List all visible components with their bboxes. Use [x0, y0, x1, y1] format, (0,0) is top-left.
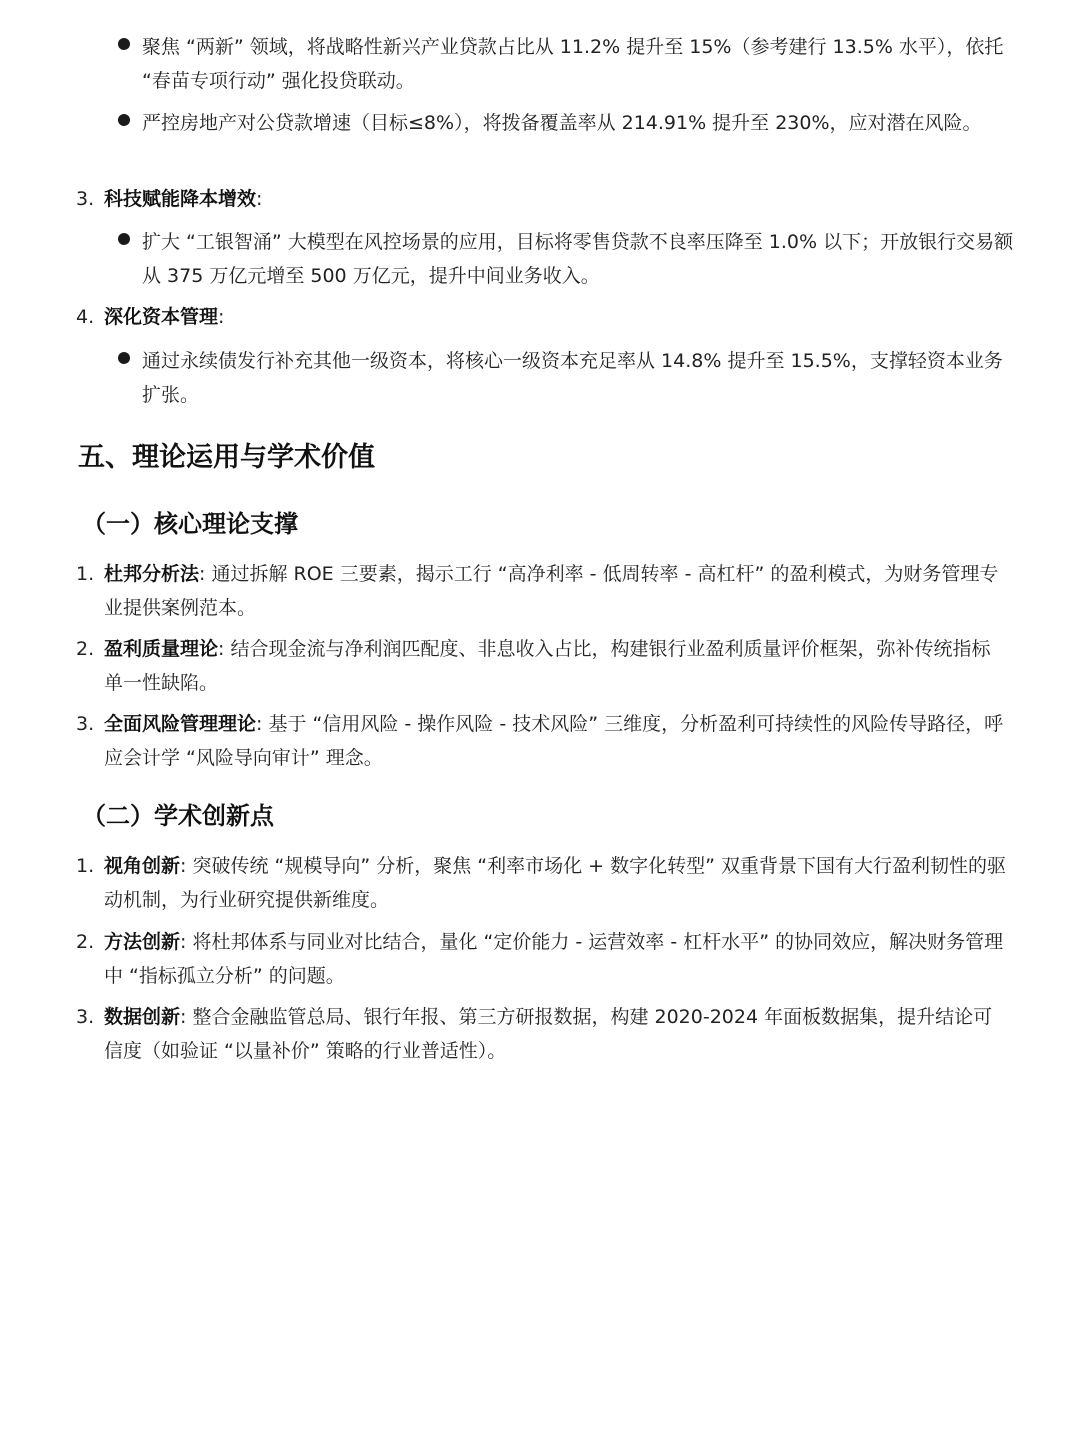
- item-title: 全面风险管理理论: [104, 713, 257, 735]
- item-text: 通过拆解 ROE 三要素，揭示工行 “高净利率 - 低周转率 - 高杠杆” 的盈利模式，为财务管理专业提供案例范本。: [104, 563, 999, 619]
- item-number: 3.: [76, 713, 95, 735]
- item-separator: :: [218, 306, 225, 328]
- numbered-item: [76, 925, 1006, 993]
- item-title: 盈利质量理论: [104, 638, 219, 660]
- numbered-item: [76, 1000, 1006, 1068]
- bullet-icon: [118, 352, 130, 364]
- bullet-text: 通过永续债发行补充其他一级资本，将核心一级资本充足率从 14.8% 提升至 15.5%，支撑轻资本业务扩张。: [142, 350, 1003, 406]
- item-title: 深化资本管理: [104, 306, 219, 328]
- item-number: 2.: [76, 638, 95, 660]
- item-separator: :: [199, 563, 206, 585]
- bullet-text: 严控房地产对公贷款增速（目标≤8%），将拨备覆盖率从 214.91% 提升至 230%，应对潜在风险。: [142, 112, 982, 134]
- list-item: [118, 344, 1018, 412]
- item-separator: :: [180, 931, 187, 953]
- bullet-icon: [118, 114, 130, 126]
- item-number: 4.: [76, 306, 95, 328]
- item-number: 2.: [76, 931, 95, 953]
- item-separator: :: [256, 713, 263, 735]
- numbered-item: [76, 707, 1006, 775]
- list-item: [118, 106, 1018, 140]
- item-separator: :: [218, 638, 225, 660]
- item-title: 科技赋能降本增效: [104, 188, 257, 210]
- bullet-icon: [118, 233, 130, 245]
- subsection-heading: （一）核心理论支撑: [82, 510, 298, 538]
- bullet-text: 聚焦 “两新” 领域，将战略性新兴产业贷款占比从 11.2% 提升至 15%（参考建行 13.5% 水平），依托 “春苗专项行动” 强化投贷联动。: [142, 36, 1004, 92]
- item-text: 结合现金流与净利润匹配度、非息收入占比，构建银行业盈利质量评价框架，弥补传统指标单一性缺陷。: [104, 638, 991, 694]
- numbered-item: [76, 849, 1006, 917]
- item-number: 1.: [76, 563, 95, 585]
- item-title: 杜邦分析法: [104, 563, 200, 585]
- numbered-item: [76, 300, 1006, 334]
- list-item: [118, 30, 1018, 98]
- subsection-heading: （二）学术创新点: [82, 802, 274, 830]
- bullet-icon: [118, 38, 130, 50]
- item-number: 3.: [76, 1006, 95, 1028]
- item-number: 3.: [76, 188, 95, 210]
- bullet-text: 扩大 “工银智涌” 大模型在风控场景的应用，目标将零售贷款不良率压降至 1.0% 以下；开放银行交易额从 375 万亿元增至 500 万亿元，提升中间业务收入。: [142, 231, 1014, 287]
- section-heading: 五、理论运用与学术价值: [78, 442, 375, 473]
- numbered-item: [76, 632, 1006, 700]
- item-text: 将杜邦体系与同业对比结合，量化 “定价能力 - 运营效率 - 杠杆水平” 的协同效应，解决财务管理中 “指标孤立分析” 的问题。: [104, 931, 1004, 987]
- numbered-item: [76, 557, 1006, 625]
- item-title: 视角创新: [104, 855, 181, 877]
- item-text: 基于 “信用风险 - 操作风险 - 技术风险” 三维度，分析盈利可持续性的风险传导路径，呼应会计学 “风险导向审计” 理念。: [104, 713, 1004, 769]
- list-item: [118, 225, 1018, 293]
- item-separator: :: [180, 855, 187, 877]
- item-text: 整合金融监管总局、银行年报、第三方研报数据，构建 2020-2024 年面板数据集，提升结论可信度（如验证 “以量补价” 策略的行业普适性）。: [104, 1006, 993, 1062]
- item-title: 方法创新: [104, 931, 181, 953]
- item-separator: :: [180, 1006, 187, 1028]
- item-number: 1.: [76, 855, 95, 877]
- item-title: 数据创新: [104, 1006, 181, 1028]
- item-text: 突破传统 “规模导向” 分析，聚焦 “利率市场化 + 数字化转型” 双重背景下国有大行盈利韧性的驱动机制，为行业研究提供新维度。: [104, 855, 1007, 911]
- item-separator: :: [256, 188, 263, 210]
- numbered-item: [76, 182, 1006, 216]
